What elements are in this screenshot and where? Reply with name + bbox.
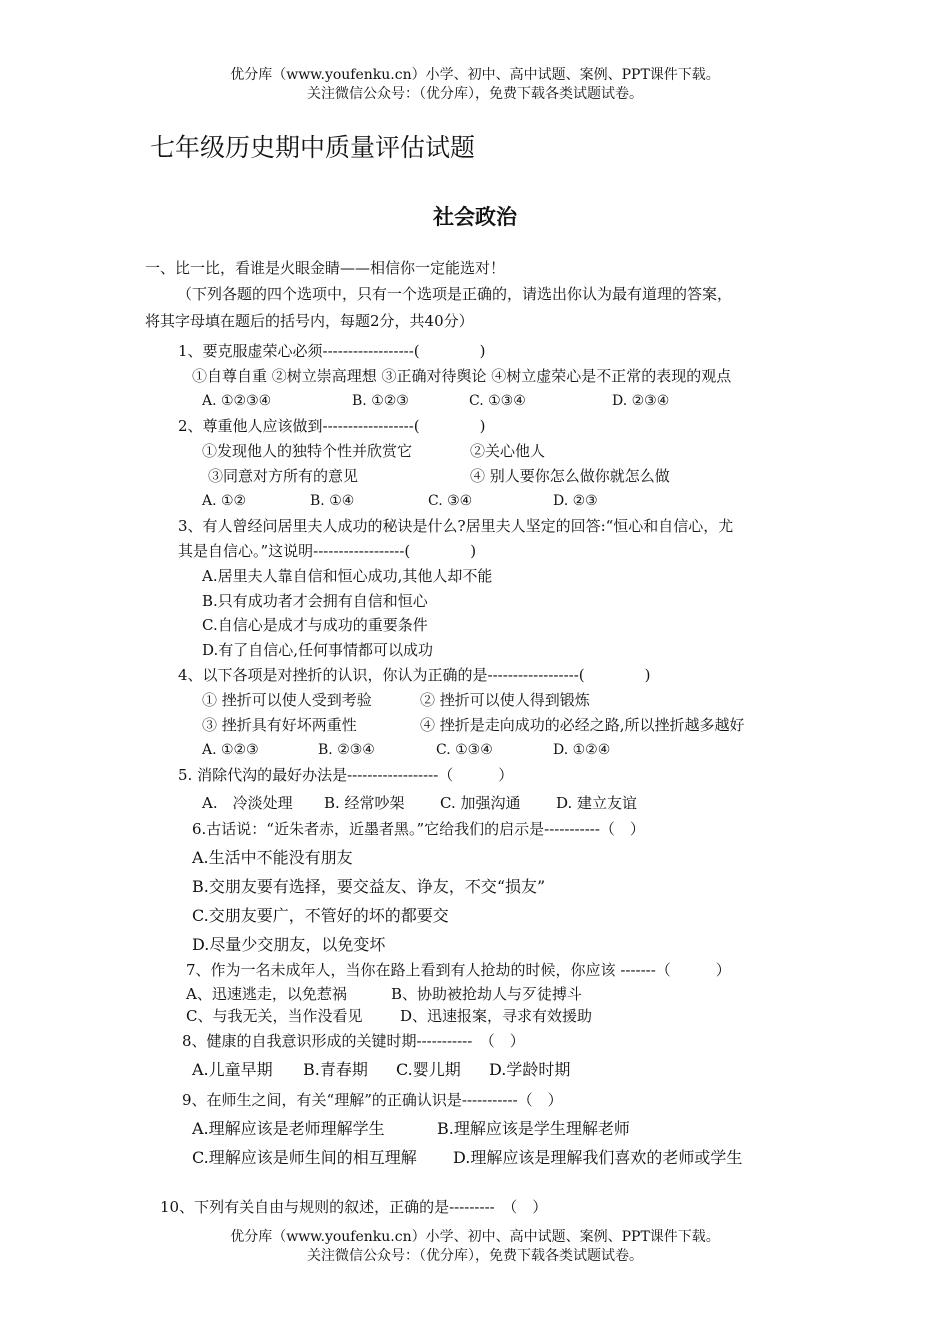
q1-option-d: D. ②③④	[612, 393, 670, 409]
q9-stem: 9、在师生之间，有关“理解”的正确认识是-----------（ ）	[182, 1091, 563, 1109]
q2-option-a: A. ①②	[202, 493, 247, 509]
footer-line-1: 优分库（www.youfenku.cn）小学、初中、高中试题、案例、PPT课件下载。	[230, 1229, 720, 1245]
q10-stem: 10、下列有关自由与规则的叙述，正确的是--------- （ ）	[160, 1198, 548, 1216]
q1-items: ①自尊自重 ②树立崇高理想 ③正确对待舆论 ④树立虚荣心是不正常的表现的观点	[192, 367, 732, 385]
q6-option-d: D.尽量少交朋友，以免变坏	[192, 935, 386, 954]
q8-option-a: A.儿童早期	[192, 1060, 273, 1079]
q3-option-b: B.只有成功者才会拥有自信和恒心	[202, 592, 428, 610]
q4-option-a: A. ①②③	[202, 742, 259, 758]
q5-option-a: A. 冷淡处理	[202, 794, 293, 812]
q2-item-3: ③同意对方所有的意见	[208, 467, 359, 485]
q4-stem: 4、以下各项是对挫折的认识，你认为正确的是------------------( )	[178, 666, 651, 684]
page-subtitle: 社会政治	[433, 205, 517, 229]
header-line-1: 优分库（www.youfenku.cn）小学、初中、高中试题、案例、PPT课件下载。	[230, 67, 720, 83]
q3-stem-2: 其是自信心。”这说明------------------( )	[178, 542, 477, 560]
q2-option-c: C. ③④	[428, 493, 473, 509]
q1-option-b: B. ①②③	[352, 393, 409, 409]
q8-stem: 8、健康的自我意识形成的关键时期----------- （ ）	[182, 1032, 525, 1050]
page-title: 七年级历史期中质量评估试题	[150, 133, 476, 162]
q2-option-b: B. ①④	[310, 493, 355, 509]
q4-item-1: ① 挫折可以使人受到考验	[202, 691, 372, 709]
footer-line-2: 关注微信公众号：（优分库），免费下载各类试题试卷。	[307, 1248, 643, 1264]
q9-option-b: B.理解应该是学生理解老师	[437, 1119, 630, 1138]
q2-item-2: ②关心他人	[470, 442, 546, 460]
q2-item-4: ④ 别人要你怎么做你就怎么做	[470, 467, 670, 485]
q7-option-b: B、协助被抢劫人与歹徒搏斗	[391, 985, 583, 1003]
q6-stem: 6.古话说：“近朱者赤，近墨者黑。”它给我们的启示是-----------（ ）	[192, 820, 645, 838]
q8-option-d: D.学龄时期	[489, 1060, 571, 1079]
q5-option-c: C. 加强沟通	[440, 794, 521, 812]
q5-stem: 5. 消除代沟的最好办法是------------------（ ）	[178, 766, 514, 784]
header-line-2: 关注微信公众号：（优分库），免费下载各类试题试卷。	[307, 86, 643, 102]
q2-option-d: D. ②③	[553, 493, 598, 509]
q9-option-c: C.理解应该是师生间的相互理解	[192, 1148, 417, 1167]
q1-option-c: C. ①③④	[469, 393, 526, 409]
q1-option-a: A. ①②③④	[202, 393, 272, 409]
section-instruction-1: （下列各题的四个选项中，只有一个选项是正确的，请选出你认为最有道理的答案，	[177, 285, 733, 303]
q5-option-b: B. 经常吵架	[324, 794, 405, 812]
q4-item-4: ④ 挫折是走向成功的必经之路,所以挫折越多越好	[420, 716, 745, 734]
q7-option-c: C、与我无关，当作没看见	[186, 1007, 363, 1025]
q3-stem-1: 3、有人曾经问居里夫人成功的秘诀是什么?居里夫人坚定的回答:“恒心和自信心，尤	[178, 517, 734, 535]
q3-option-c: C.自信心是成才与成功的重要条件	[202, 616, 428, 634]
q4-option-c: C. ①③④	[436, 742, 493, 758]
q7-option-d: D、迅速报案，寻求有效援助	[400, 1007, 593, 1025]
q1-stem: 1、要克服虚荣心必须------------------( )	[178, 342, 486, 360]
q6-option-c: C.交朋友要广，不管好的坏的都要交	[192, 906, 449, 925]
q8-option-b: B.青春期	[303, 1060, 368, 1079]
q4-item-2: ② 挫折可以使人得到锻炼	[420, 691, 590, 709]
q2-item-1: ①发现他人的独特个性并欣赏它	[202, 442, 413, 460]
q4-item-3: ③ 挫折具有好坏两重性	[202, 716, 357, 734]
q2-stem: 2、尊重他人应该做到------------------( )	[178, 417, 486, 435]
q4-option-b: B. ②③④	[318, 742, 375, 758]
q9-option-a: A.理解应该是老师理解学生	[192, 1119, 385, 1138]
q3-option-d: D.有了自信心,任何事情都可以成功	[202, 641, 434, 659]
q6-option-a: A.生活中不能没有朋友	[192, 848, 353, 867]
q7-option-a: A、迅速逃走，以免惹祸	[186, 985, 347, 1003]
q7-stem: 7、作为一名未成年人，当你在路上看到有人抢劫的时候，你应该 -------（ ）	[186, 961, 731, 979]
section-instruction-2: 将其字母填在题后的括号内，每题2分，共40分）	[145, 312, 474, 330]
q5-option-d: D. 建立友谊	[556, 794, 638, 812]
section-heading: 一、比一比，看谁是火眼金睛——相信你一定能选对！	[145, 259, 506, 277]
q8-option-c: C.婴儿期	[396, 1060, 461, 1079]
q4-option-d: D. ①②④	[553, 742, 611, 758]
q9-option-d: D.理解应该是理解我们喜欢的老师或学生	[453, 1148, 743, 1167]
q3-option-a: A.居里夫人靠自信和恒心成功,其他人却不能	[202, 567, 493, 585]
q6-option-b: B.交朋友要有选择，要交益友、诤友，不交“损友”	[192, 877, 546, 896]
